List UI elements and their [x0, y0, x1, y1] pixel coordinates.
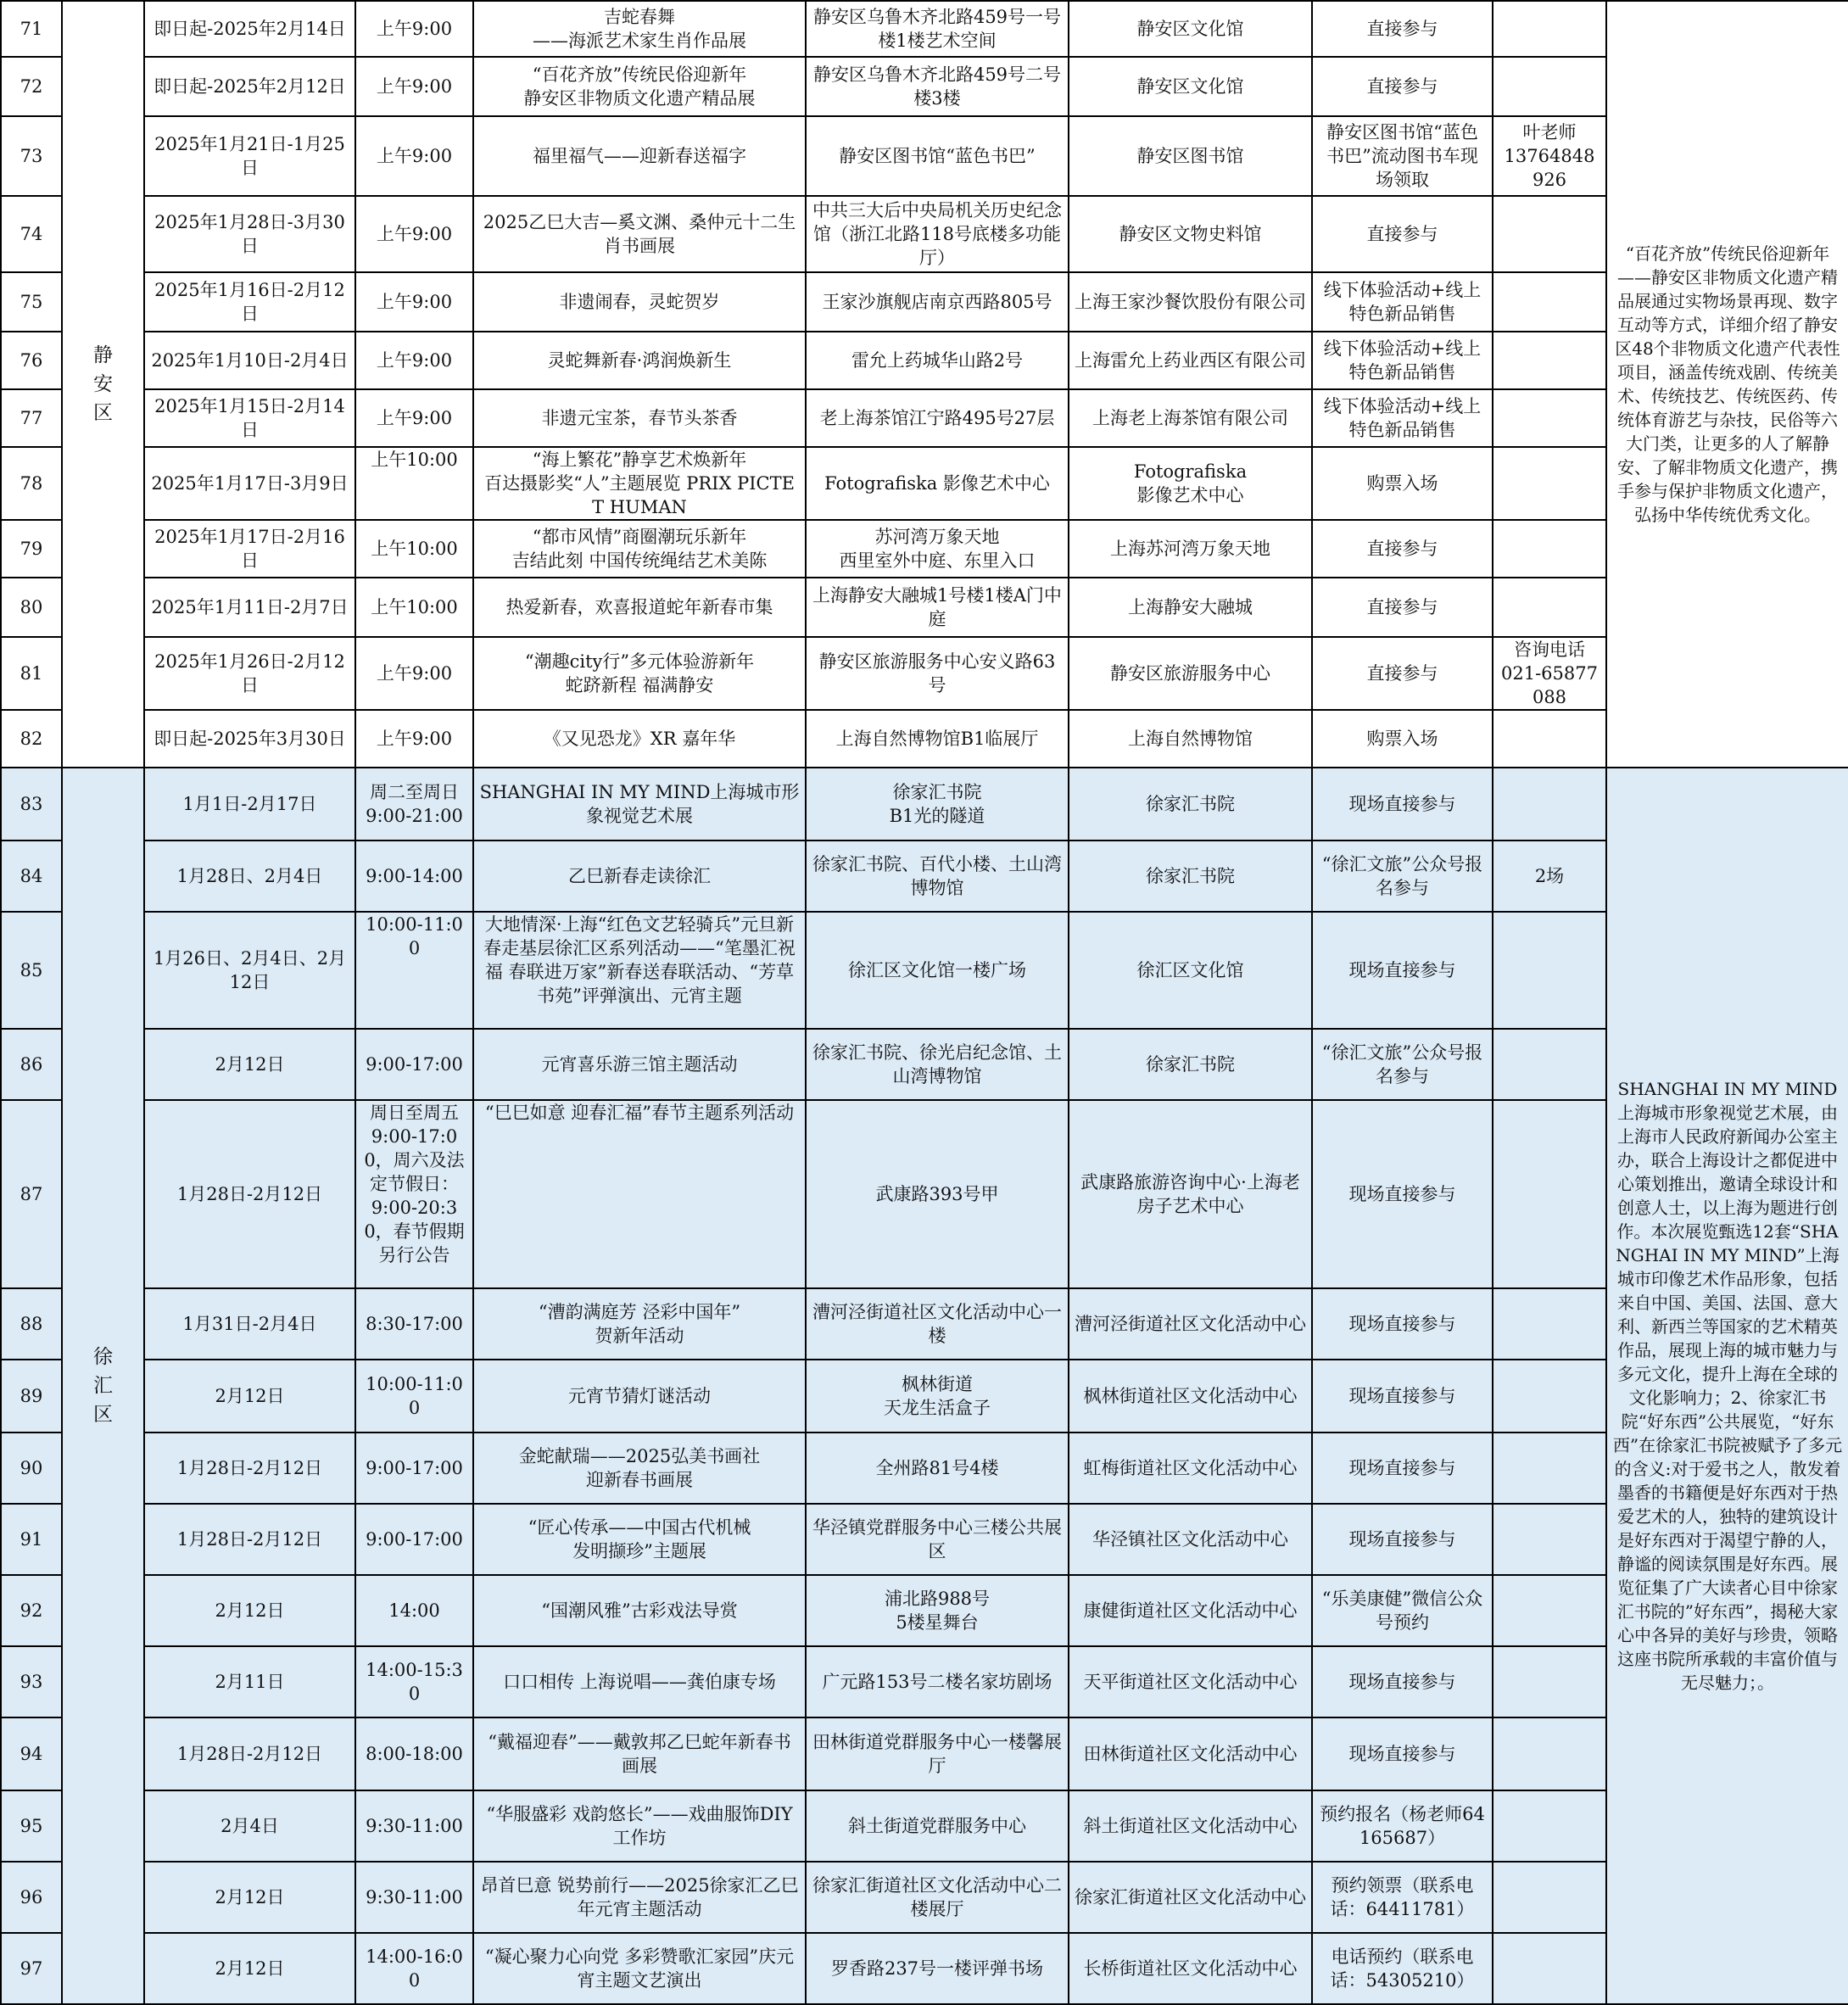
- event-contact: [1493, 1288, 1606, 1360]
- event-organizer: 天平街道社区文化活动中心: [1069, 1646, 1312, 1717]
- event-title: 2025乙巳大吉—奚文渊、桑仲元十二生肖书画展: [473, 196, 806, 272]
- event-venue: 罗香路237号一楼评弹书场: [806, 1933, 1069, 2004]
- event-date: 2025年1月11日-2月7日: [144, 578, 355, 637]
- event-date: 1月26日、2月4日、2月12日: [144, 912, 355, 1029]
- participation-method: 现场直接参与: [1312, 768, 1493, 841]
- event-contact: [1493, 447, 1606, 520]
- event-contact: [1493, 1862, 1606, 1933]
- table-row: [1, 768, 1848, 841]
- event-time: 14:00-16:00: [355, 1933, 473, 2004]
- row-number: 78: [1, 447, 62, 520]
- event-organizer: 武康路旅游咨询中心·上海老房子艺术中心: [1069, 1100, 1312, 1288]
- event-title: 大地情深·上海“红色文艺轻骑兵”元旦新春走基层徐汇区系列活动——“笔墨汇祝福 春联进万家”新春送春联活动、“芳草书苑”评弹演出、元宵主题: [473, 912, 806, 1029]
- event-title: 灵蛇舞新春·鸿润焕新生: [473, 332, 806, 389]
- event-organizer: 静安区文化馆: [1069, 57, 1312, 116]
- event-title: “匠心传承——中国古代机械 发明撷珍”主题展: [473, 1504, 806, 1575]
- group-note: SHANGHAI IN MY MIND上海城市形象视觉艺术展，由上海市人民政府新闻办公室主办，联合上海设计之都促进中心策划推出，邀请全球设计和创意人士，以上海为题进行创作。本次展览甄选12套“SHANGHAI IN MY MIND”上海城市印像艺术作品形象，包括来自中国、美国、法国、意大利、新西兰等国家的艺术精英作品，展现上海的城市魅力与多元文化，提升上海在全球的文化影响力；2、徐家汇书院“好东西”公共展览，“好东西”在徐家汇书院被赋予了多元的含义:对于爱书之人，散发着墨香的书籍便是好东西对于热爱艺术的人，独特的建筑设计是好东西对于渴望宁静的人，静谧的阅读氛围是好东西。展览征集了广大读者心目中徐家汇书院的”好东西”，揭秘大家心中各异的美好与珍贵，领略这座书院所承载的丰富价值与无尽魅力；。: [1606, 768, 1848, 2004]
- row-number: 84: [1, 841, 62, 912]
- event-date: 2月12日: [144, 1575, 355, 1646]
- event-contact: [1493, 1575, 1606, 1646]
- event-date: 1月28日-2月12日: [144, 1100, 355, 1288]
- event-venue: 静安区旅游服务中心安义路63号: [806, 637, 1069, 710]
- event-contact: 2场: [1493, 841, 1606, 912]
- table-row: [1, 578, 1848, 637]
- event-time: 8:30-17:00: [355, 1288, 473, 1360]
- event-venue: 枫林街道 天龙生活盒子: [806, 1360, 1069, 1433]
- row-number: 80: [1, 578, 62, 637]
- participation-method: 直接参与: [1312, 196, 1493, 272]
- participation-method: “乐美康健”微信公众号预约: [1312, 1575, 1493, 1646]
- row-number: 88: [1, 1288, 62, 1360]
- event-time: 9:00-17:00: [355, 1433, 473, 1504]
- event-date: 2025年1月17日-2月16日: [144, 520, 355, 578]
- event-organizer: 上海苏河湾万象天地: [1069, 520, 1312, 578]
- event-time: 10:00-11:00: [355, 912, 473, 1029]
- table-row: [1, 1288, 1848, 1360]
- event-title: “海上繁花”静享艺术焕新年 百达摄影奖“人”主题展览 PRIX PICTET HUMAN: [473, 447, 806, 520]
- event-contact: [1493, 1029, 1606, 1100]
- event-time: 9:00-17:00: [355, 1504, 473, 1575]
- event-contact: 叶老师 13764848926: [1493, 116, 1606, 196]
- participation-method: 现场直接参与: [1312, 1717, 1493, 1790]
- event-date: 2025年1月26日-2月12日: [144, 637, 355, 710]
- table-row: [1, 1360, 1848, 1433]
- event-date: 1月28日-2月12日: [144, 1504, 355, 1575]
- event-date: 2月4日: [144, 1790, 355, 1862]
- event-time: 9:00-17:00: [355, 1029, 473, 1100]
- event-title: “潮趣city行”多元体验游新年 蛇跻新程 福满静安: [473, 637, 806, 710]
- event-venue: 上海自然博物馆B1临展厅: [806, 710, 1069, 768]
- participation-method: 购票入场: [1312, 710, 1493, 768]
- row-number: 90: [1, 1433, 62, 1504]
- event-organizer: 上海王家沙餐饮股份有限公司: [1069, 272, 1312, 332]
- event-title: 福里福气——迎新春送福字: [473, 116, 806, 196]
- row-number: 95: [1, 1790, 62, 1862]
- event-contact: [1493, 1, 1606, 57]
- event-venue: 广元路153号二楼名家坊剧场: [806, 1646, 1069, 1717]
- event-contact: [1493, 520, 1606, 578]
- event-contact: 咨询电话 021-65877088: [1493, 637, 1606, 710]
- participation-method: 直接参与: [1312, 637, 1493, 710]
- event-contact: [1493, 389, 1606, 447]
- row-number: 83: [1, 768, 62, 841]
- event-time: 上午9:00: [355, 332, 473, 389]
- participation-method: 现场直接参与: [1312, 1504, 1493, 1575]
- table-row: [1, 841, 1848, 912]
- row-number: 96: [1, 1862, 62, 1933]
- row-number: 89: [1, 1360, 62, 1433]
- event-organizer: 枫林街道社区文化活动中心: [1069, 1360, 1312, 1433]
- event-title: 口口相传 上海说唱——龚伯康专场: [473, 1646, 806, 1717]
- event-venue: 漕河泾街道社区文化活动中心一楼: [806, 1288, 1069, 1360]
- participation-method: 直接参与: [1312, 1, 1493, 57]
- event-time: 9:00-14:00: [355, 841, 473, 912]
- event-title: “凝心聚力心向党 多彩赞歌汇家园”庆元宵主题文艺演出: [473, 1933, 806, 2004]
- event-time: 上午9:00: [355, 710, 473, 768]
- district-cell: [62, 1, 144, 768]
- event-venue: 全州路81号4楼: [806, 1433, 1069, 1504]
- event-date: 2月11日: [144, 1646, 355, 1717]
- event-venue: 武康路393号甲: [806, 1100, 1069, 1288]
- event-title: 昂首巳意 锐势前行——2025徐家汇乙巳年元宵主题活动: [473, 1862, 806, 1933]
- event-contact: [1493, 1360, 1606, 1433]
- event-title: “都市风情”商圈潮玩乐新年 吉结此刻 中国传统绳结艺术美陈: [473, 520, 806, 578]
- event-date: 1月28日-2月12日: [144, 1717, 355, 1790]
- row-number: 79: [1, 520, 62, 578]
- event-date: 2025年1月21日-1月25日: [144, 116, 355, 196]
- row-number: 73: [1, 116, 62, 196]
- table-row: [1, 1790, 1848, 1862]
- event-contact: [1493, 1717, 1606, 1790]
- table-row: [1, 520, 1848, 578]
- event-contact: [1493, 912, 1606, 1029]
- participation-method: 现场直接参与: [1312, 1360, 1493, 1433]
- row-number: 75: [1, 272, 62, 332]
- event-contact: [1493, 1100, 1606, 1288]
- event-venue: Fotografiska 影像艺术中心: [806, 447, 1069, 520]
- participation-method: 线下体验活动+线上特色新品销售: [1312, 272, 1493, 332]
- event-organizer: 田林街道社区文化活动中心: [1069, 1717, 1312, 1790]
- event-organizer: 长桥街道社区文化活动中心: [1069, 1933, 1312, 2004]
- event-title: “巳巳如意 迎春汇福”春节主题系列活动: [473, 1100, 806, 1288]
- row-number: 82: [1, 710, 62, 768]
- row-number: 86: [1, 1029, 62, 1100]
- event-organizer: 虹梅街道社区文化活动中心: [1069, 1433, 1312, 1504]
- event-contact: [1493, 1790, 1606, 1862]
- event-venue: 中共三大后中央局机关历史纪念馆（浙江北路118号底楼多功能厅）: [806, 196, 1069, 272]
- row-number: 71: [1, 1, 62, 57]
- table-row: [1, 1862, 1848, 1933]
- event-title: 元宵节猜灯谜活动: [473, 1360, 806, 1433]
- event-title: 吉蛇春舞 ——海派艺术家生肖作品展: [473, 1, 806, 57]
- participation-method: 购票入场: [1312, 447, 1493, 520]
- event-organizer: 上海自然博物馆: [1069, 710, 1312, 768]
- participation-method: 静安区图书馆“蓝色书巴”流动图书车现场领取: [1312, 116, 1493, 196]
- participation-method: 电话预约（联系电话：54305210）: [1312, 1933, 1493, 2004]
- event-title: 热爱新春，欢喜报道蛇年新春市集: [473, 578, 806, 637]
- event-date: 2025年1月10日-2月4日: [144, 332, 355, 389]
- event-title: 非遗元宝茶，春节头茶香: [473, 389, 806, 447]
- event-title: “国潮风雅”古彩戏法导赏: [473, 1575, 806, 1646]
- participation-method: 现场直接参与: [1312, 1100, 1493, 1288]
- participation-method: 线下体验活动+线上特色新品销售: [1312, 389, 1493, 447]
- event-date: 即日起-2025年2月14日: [144, 1, 355, 57]
- table-row: [1, 447, 1848, 520]
- event-date: 2025年1月15日-2月14日: [144, 389, 355, 447]
- event-contact: [1493, 272, 1606, 332]
- event-venue: 浦北路988号 5楼星舞台: [806, 1575, 1069, 1646]
- event-venue: 静安区乌鲁木齐北路459号一号楼1楼艺术空间: [806, 1, 1069, 57]
- event-organizer: 静安区文物史料馆: [1069, 196, 1312, 272]
- participation-method: 直接参与: [1312, 578, 1493, 637]
- event-title: “戴福迎春”——戴敦邦乙巳蛇年新春书画展: [473, 1717, 806, 1790]
- row-number: 72: [1, 57, 62, 116]
- event-title: 元宵喜乐游三馆主题活动: [473, 1029, 806, 1100]
- event-title: 《又见恐龙》XR 嘉年华: [473, 710, 806, 768]
- event-contact: [1493, 57, 1606, 116]
- event-venue: 苏河湾万象天地 西里室外中庭、东里入口: [806, 520, 1069, 578]
- event-venue: 徐家汇书院、徐光启纪念馆、土山湾博物馆: [806, 1029, 1069, 1100]
- event-organizer: 上海老上海茶馆有限公司: [1069, 389, 1312, 447]
- table-row: [1, 57, 1848, 116]
- event-venue: 徐家汇书院 B1光的隧道: [806, 768, 1069, 841]
- event-organizer: 徐家汇书院: [1069, 841, 1312, 912]
- event-organizer: 上海静安大融城: [1069, 578, 1312, 637]
- event-contact: [1493, 196, 1606, 272]
- event-venue: 斜土街道党群服务中心: [806, 1790, 1069, 1862]
- event-time: 9:30-11:00: [355, 1862, 473, 1933]
- event-date: 2月12日: [144, 1933, 355, 2004]
- event-title: SHANGHAI IN MY MIND上海城市形象视觉艺术展: [473, 768, 806, 841]
- table-row: [1, 332, 1848, 389]
- row-number: 74: [1, 196, 62, 272]
- event-time: 上午9:00: [355, 272, 473, 332]
- event-title: “百花齐放”传统民俗迎新年 静安区非物质文化遗产精品展: [473, 57, 806, 116]
- group-note: “百花齐放”传统民俗迎新年——静安区非物质文化遗产精品展通过实物场景再现、数字互动等方式，详细介绍了静安区48个非物质文化遗产代表性项目，涵盖传统戏剧、传统美术、传统技艺、传统医药、传统体育游艺与杂技，民俗等六大门类，让更多的人了解静安、了解非物质文化遗产，携手参与保护非物质文化遗产，弘扬中华传统优秀文化。: [1606, 1, 1848, 768]
- event-time: 上午9:00: [355, 57, 473, 116]
- row-number: 85: [1, 912, 62, 1029]
- row-number: 81: [1, 637, 62, 710]
- district-label: 徐汇区: [93, 1346, 113, 1426]
- event-date: 即日起-2025年2月12日: [144, 57, 355, 116]
- table-row: [1, 710, 1848, 768]
- row-number: 93: [1, 1646, 62, 1717]
- event-time: 周二至周日 9:00-21:00: [355, 768, 473, 841]
- event-contact: [1493, 710, 1606, 768]
- table-row: [1, 1433, 1848, 1504]
- table-row: [1, 272, 1848, 332]
- table-row: [1, 1029, 1848, 1100]
- event-date: 1月1日-2月17日: [144, 768, 355, 841]
- table-row: [1, 912, 1848, 1029]
- table-row: [1, 1575, 1848, 1646]
- participation-method: 直接参与: [1312, 57, 1493, 116]
- row-number: 94: [1, 1717, 62, 1790]
- event-organizer: 静安区图书馆: [1069, 116, 1312, 196]
- event-organizer: 康健街道社区文化活动中心: [1069, 1575, 1312, 1646]
- row-number: 92: [1, 1575, 62, 1646]
- participation-method: “徐汇文旅”公众号报名参与: [1312, 841, 1493, 912]
- event-venue: 徐家汇街道社区文化活动中心二楼展厅: [806, 1862, 1069, 1933]
- event-organizer: 斜土街道社区文化活动中心: [1069, 1790, 1312, 1862]
- event-date: 即日起-2025年3月30日: [144, 710, 355, 768]
- event-date: 2月12日: [144, 1029, 355, 1100]
- event-venue: 徐汇区文化馆一楼广场: [806, 912, 1069, 1029]
- event-date: 2025年1月17日-3月9日: [144, 447, 355, 520]
- event-contact: [1493, 1504, 1606, 1575]
- table-row: [1, 637, 1848, 710]
- district-label: 静安区: [93, 344, 113, 424]
- event-time: 上午9:00: [355, 1, 473, 57]
- event-time: 上午10:00: [355, 578, 473, 637]
- participation-method: 现场直接参与: [1312, 1646, 1493, 1717]
- event-title: “漕韵满庭芳 泾彩中国年” 贺新年活动: [473, 1288, 806, 1360]
- table-row: [1, 1, 1848, 57]
- event-venue: 静安区图书馆“蓝色书巴”: [806, 116, 1069, 196]
- row-number: 97: [1, 1933, 62, 2004]
- event-date: 2月12日: [144, 1360, 355, 1433]
- table-row: [1, 1504, 1848, 1575]
- event-time: 10:00-11:00: [355, 1360, 473, 1433]
- event-organizer: Fotografiska 影像艺术中心: [1069, 447, 1312, 520]
- event-time: 14:00-15:30: [355, 1646, 473, 1717]
- table-row: [1, 1717, 1848, 1790]
- event-organizer: 静安区文化馆: [1069, 1, 1312, 57]
- event-time: 8:00-18:00: [355, 1717, 473, 1790]
- event-title: 非遗闹春，灵蛇贺岁: [473, 272, 806, 332]
- participation-method: 现场直接参与: [1312, 1288, 1493, 1360]
- row-number: 76: [1, 332, 62, 389]
- event-venue: 雷允上药城华山路2号: [806, 332, 1069, 389]
- event-date: 1月28日、2月4日: [144, 841, 355, 912]
- event-venue: 静安区乌鲁木齐北路459号二号楼3楼: [806, 57, 1069, 116]
- event-venue: 华泾镇党群服务中心三楼公共展区: [806, 1504, 1069, 1575]
- table-row: [1, 1646, 1848, 1717]
- event-date: 1月28日-2月12日: [144, 1433, 355, 1504]
- event-organizer: 徐家汇街道社区文化活动中心: [1069, 1862, 1312, 1933]
- participation-method: 预约报名（杨老师64165687）: [1312, 1790, 1493, 1862]
- event-organizer: 徐家汇书院: [1069, 1029, 1312, 1100]
- event-date: 1月31日-2月4日: [144, 1288, 355, 1360]
- event-organizer: 上海雷允上药业西区有限公司: [1069, 332, 1312, 389]
- row-number: 77: [1, 389, 62, 447]
- event-venue: 王家沙旗舰店南京西路805号: [806, 272, 1069, 332]
- table-row: [1, 1933, 1848, 2004]
- participation-method: 现场直接参与: [1312, 1433, 1493, 1504]
- event-contact: [1493, 1933, 1606, 2004]
- table-row: [1, 116, 1848, 196]
- event-time: 9:30-11:00: [355, 1790, 473, 1862]
- participation-method: “徐汇文旅”公众号报名参与: [1312, 1029, 1493, 1100]
- event-contact: [1493, 1433, 1606, 1504]
- event-time: 上午10:00: [355, 447, 473, 520]
- table-row: [1, 1100, 1848, 1288]
- event-title: “华服盛彩 戏韵悠长”——戏曲服饰DIY工作坊: [473, 1790, 806, 1862]
- table-row: [1, 389, 1848, 447]
- event-time: 14:00: [355, 1575, 473, 1646]
- event-time: 上午9:00: [355, 116, 473, 196]
- event-date: 2月12日: [144, 1862, 355, 1933]
- participation-method: 线下体验活动+线上特色新品销售: [1312, 332, 1493, 389]
- event-title: 乙巳新春走读徐汇: [473, 841, 806, 912]
- event-venue: 老上海茶馆江宁路495号27层: [806, 389, 1069, 447]
- event-organizer: 徐家汇书院: [1069, 768, 1312, 841]
- event-time: 上午9:00: [355, 637, 473, 710]
- row-number: 91: [1, 1504, 62, 1575]
- event-organizer: 静安区旅游服务中心: [1069, 637, 1312, 710]
- event-organizer: 漕河泾街道社区文化活动中心: [1069, 1288, 1312, 1360]
- event-contact: [1493, 768, 1606, 841]
- event-contact: [1493, 1646, 1606, 1717]
- row-number: 87: [1, 1100, 62, 1288]
- event-time: 上午10:00: [355, 520, 473, 578]
- event-date: 2025年1月16日-2月12日: [144, 272, 355, 332]
- participation-method: 现场直接参与: [1312, 912, 1493, 1029]
- event-time: 上午9:00: [355, 196, 473, 272]
- event-time: 周日至周五9:00-17:00，周六及法定节假日：9:00-20:30，春节假期另行公告: [355, 1100, 473, 1288]
- event-venue: 田林街道党群服务中心一楼馨展厅: [806, 1717, 1069, 1790]
- event-title: 金蛇献瑞——2025弘美书画社 迎新春书画展: [473, 1433, 806, 1504]
- event-venue: 上海静安大融城1号楼1楼A门中庭: [806, 578, 1069, 637]
- event-contact: [1493, 332, 1606, 389]
- event-date: 2025年1月28日-3月30日: [144, 196, 355, 272]
- participation-method: 预约领票（联系电话：64411781）: [1312, 1862, 1493, 1933]
- event-organizer: 华泾镇社区文化活动中心: [1069, 1504, 1312, 1575]
- district-cell: [62, 768, 144, 2004]
- event-venue: 徐家汇书院、百代小楼、土山湾博物馆: [806, 841, 1069, 912]
- table-row: [1, 196, 1848, 272]
- event-time: 上午9:00: [355, 389, 473, 447]
- participation-method: 直接参与: [1312, 520, 1493, 578]
- event-contact: [1493, 578, 1606, 637]
- event-organizer: 徐汇区文化馆: [1069, 912, 1312, 1029]
